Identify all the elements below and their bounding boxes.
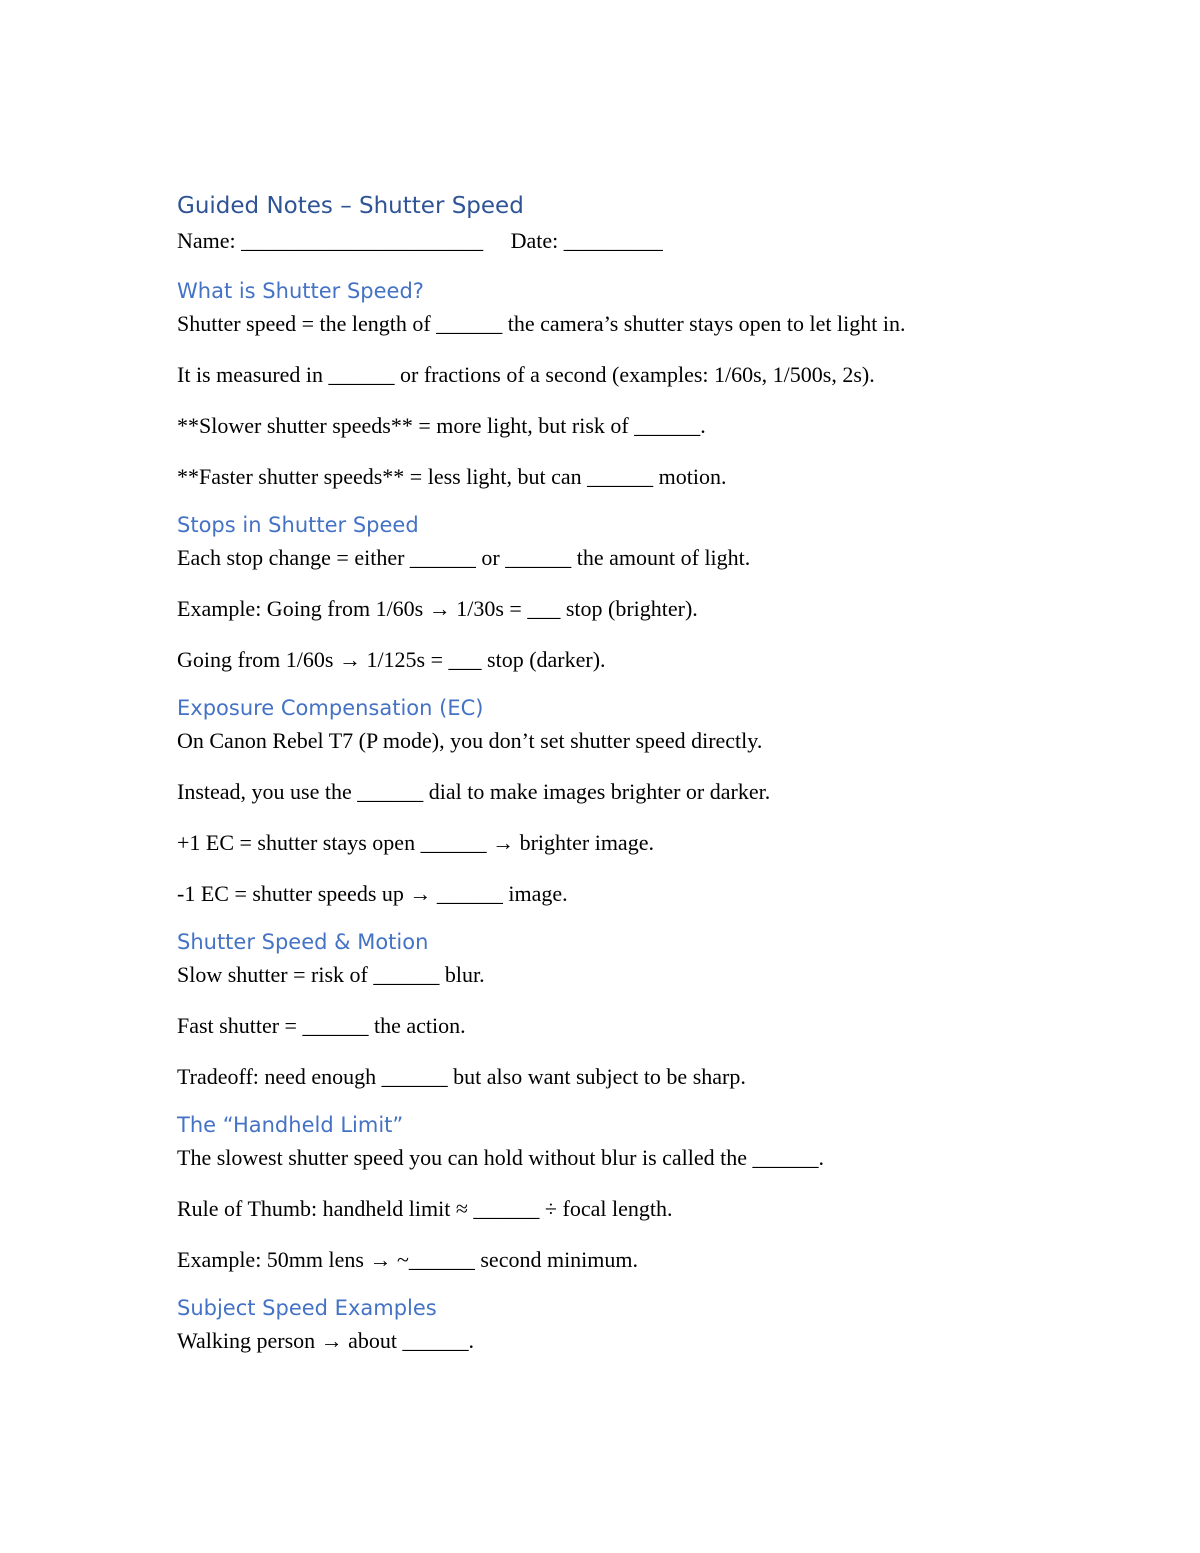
section-heading-exposure-compensation: Exposure Compensation (EC) <box>177 696 484 720</box>
note-line: On Canon Rebel T7 (P mode), you don’t set shutter speed directly. <box>177 728 763 753</box>
section-heading-motion: Shutter Speed & Motion <box>177 930 429 954</box>
note-line: Walking person → about ______. <box>177 1328 475 1353</box>
note-line: It is measured in ______ or fractions of a second (examples: 1/60s, 1/500s, 2s). <box>177 362 875 387</box>
note-line: Slow shutter = risk of ______ blur. <box>177 962 485 987</box>
note-line: Going from 1/60s → 1/125s = ___ stop (darker). <box>177 647 606 672</box>
document-body <box>177 190 1077 1356</box>
note-line: Example: 50mm lens → ~______ second minimum. <box>177 1247 639 1272</box>
note-line: Fast shutter = ______ the action. <box>177 1013 466 1038</box>
section-heading-stops: Stops in Shutter Speed <box>177 513 419 537</box>
note-line: +1 EC = shutter stays open ______ → brighter image. <box>177 830 654 855</box>
note-line: Instead, you use the ______ dial to make images brighter or darker. <box>177 779 771 804</box>
note-line: -1 EC = shutter speeds up → ______ image. <box>177 881 568 906</box>
note-line: Tradeoff: need enough ______ but also want subject to be sharp. <box>177 1064 746 1089</box>
document-title: Guided Notes – Shutter Speed <box>177 193 524 219</box>
section-heading-subject-speed: Subject Speed Examples <box>177 1296 437 1320</box>
note-line: Each stop change = either ______ or ______ the amount of light. <box>177 545 751 570</box>
note-line: Shutter speed = the length of ______ the camera’s shutter stays open to let light in. <box>177 311 906 336</box>
note-line: Example: Going from 1/60s → 1/30s = ___ stop (brighter). <box>177 596 698 621</box>
section-heading-handheld-limit: The “Handheld Limit” <box>177 1113 404 1137</box>
note-line: **Slower shutter speeds** = more light, but risk of ______. <box>177 413 706 438</box>
note-line: The slowest shutter speed you can hold without blur is called the ______. <box>177 1145 825 1170</box>
name-date-line: Name: ______________________ Date: _________ <box>177 228 663 253</box>
note-line: **Faster shutter speeds** = less light, but can ______ motion. <box>177 464 727 489</box>
note-line: Rule of Thumb: handheld limit ≈ ______ ÷ focal length. <box>177 1196 673 1221</box>
section-heading-what-is-shutter-speed: What is Shutter Speed? <box>177 279 424 303</box>
